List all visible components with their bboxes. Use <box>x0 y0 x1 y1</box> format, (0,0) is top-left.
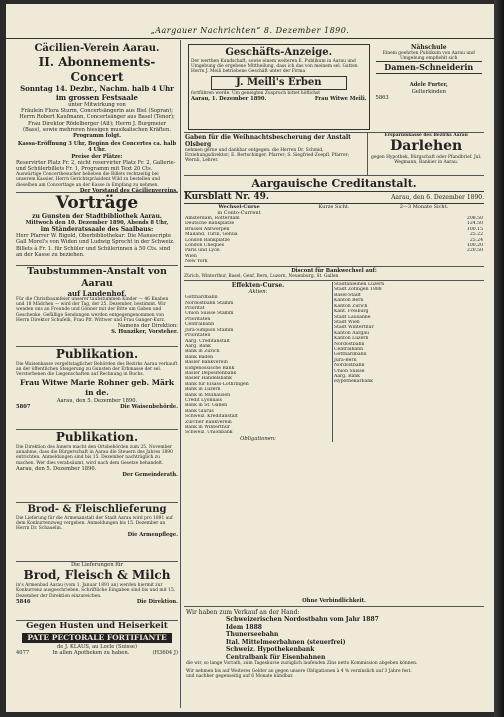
wechsel-place: Amsterdam, Rotterdam <box>185 216 240 221</box>
effekten-name: Hypothekarbank <box>334 379 373 385</box>
vortraege-text: Herr Pfarrer W. Bigold, Oberbibliothekar: Die Manuscripte Gall Morel's von Widen und Ludwig Sprecht in der Schweiz. <box>16 233 175 246</box>
naeh-ad <box>374 42 484 132</box>
effekten-name: Kanton Bern <box>334 298 364 304</box>
wechsel-col <box>184 204 294 216</box>
naeh-place: Gelterkinden <box>411 88 446 95</box>
wechsel-currency: in Conto-Current <box>217 210 261 216</box>
milch-footer <box>16 599 178 605</box>
concert-place: im grossen Festsaale <box>56 93 138 102</box>
vortraege-tickets: Billets à Fr. 1. für Schüler und Schülerinnen à 50 Cts. sind an der Kasse zu beziehen. <box>16 245 171 258</box>
effekten-name: Bank in St. Gallen <box>185 403 228 409</box>
effekten-name: Aarg. Creditanstalt <box>185 338 230 344</box>
publikation-1 <box>16 347 178 430</box>
effekten-name: Prioritäten <box>185 316 211 322</box>
wechsel-place: Deutsche Bankplätze <box>185 221 235 227</box>
effekten-name: Bank Glarus <box>185 408 214 414</box>
milch-text: in's Armenbad Aarau (vom 1. Januar 1891 an) werden hiermit zur Konkurrenz ausgeschrieben. Schriftliche Eingaben sind bis und mit 15. Dezember der Direktion einzureichen. <box>16 583 176 599</box>
bonds-label: Obligationen: <box>240 435 276 442</box>
concert-prices: Reservirter Platz Fr. 2, nicht reservirter Platz Fr. 2, Gallerie- und Schülerbillets Fr. 1, Programm mit Text 20 Cts. <box>16 159 176 173</box>
effekten-name: Jura-Simplon Stamm <box>185 327 234 333</box>
effekten-name: Centralbahn <box>334 346 364 352</box>
verkauf-intro: Wir haben zum Verkauf an der Hand: <box>186 609 300 616</box>
effekten-name: Schweiz. Unionbank <box>185 430 233 436</box>
geschaeft-sign: Frau Witwe Meili. <box>314 95 367 102</box>
vortraege-title: Vorträge <box>55 193 139 213</box>
concert-price-heading: Preise der Plätze: <box>71 153 123 160</box>
effekten-name: Nordostbahn <box>334 363 365 369</box>
taubstummen-sign2: S. Hunziker, Vorsteher. <box>111 329 178 336</box>
milch-sign: Die Direktion. <box>136 598 178 605</box>
husten-maker: de J. KLAUS, au Locle (Suisse) <box>56 644 138 650</box>
effekten-name: Kant. Freiburg <box>334 309 369 315</box>
concert-sign: Der Vorstand des Cäcilienvereins. <box>79 187 178 193</box>
effekten-left-table <box>184 295 332 436</box>
geschaeft-text: Der werthen Kundschaft, sowie einem weiteren E. Publikum in Aarau und Umgebung die ergebene Mittheilung, dass ich das von meinem sel. Gatten Herrn J. Meili betriebene Geschäft unter der Firma <box>191 59 358 75</box>
effekten-name: Bank in Luzern <box>185 387 221 393</box>
effekten-name: Kanton Aargau <box>334 330 370 336</box>
taubstummen-text: Für die Christbaumfeier unserer taubstummen Kinder — 46 Knaben und 18 Mädchen — wird der Tag, der 25. Dezember, bestimmt. Wir wenden uns an Freunde und Gönner mit der Bitte um Gaben und Geschenke. Gefällige Sendungen werden entgegengenommen von Herrn Direktor Schufelli, Frau Pfr. Wittwer und Frau Ganger-Kurz. <box>16 297 169 323</box>
husten-where: In allen Apotheken zu haben. <box>52 650 130 657</box>
effekten-name: Bank in Mülhausen <box>185 392 231 398</box>
wechsel-place: London Bankplätze <box>185 237 230 243</box>
effekten-name: Basel-Stadt <box>334 292 361 298</box>
effekten-name: Aarg. Bank <box>185 343 211 349</box>
geschaeft-footer <box>191 96 367 102</box>
bank-kurs-row <box>184 191 484 204</box>
brod-title: Brod- & Fleischlieferung <box>27 504 167 515</box>
milch-ad <box>16 562 178 621</box>
wechsel-place: Paris und Lyon <box>185 248 220 254</box>
milch-no: 5846 <box>16 598 31 605</box>
effekten-name: Jura-Bern <box>334 357 357 363</box>
geschaeft-title: Geschäfts-Anzeige. <box>225 47 333 58</box>
newspaper-page <box>6 4 494 712</box>
second-ads-row <box>184 133 484 176</box>
drei-col: 2—3 Monate Sicht. <box>399 204 449 210</box>
wechsel-value: 124.50 <box>466 221 483 227</box>
effekten-name: Eidgenössische Bank <box>185 365 235 371</box>
geschaeft-firm: J. Meili's Erben <box>211 76 347 90</box>
effekten-name: Zürcher Bankverein <box>185 419 232 425</box>
effekten-name: Bank in Winterthur <box>185 425 230 431</box>
vortraege-sub: zu Gunsten der Stadtbibliothek Aarau. <box>32 213 162 220</box>
effekten-name: Stadtanleihen Luzern <box>334 282 385 288</box>
effekten-name: Gotthardbahn <box>334 352 367 358</box>
concert-title: II. Abonnements-Concert <box>38 55 156 84</box>
effekten-name: Centralbahn <box>185 322 215 328</box>
publikation-2 <box>16 430 178 503</box>
husten-no: 4077 <box>16 650 30 657</box>
naeh-title: Nähschule <box>410 44 447 51</box>
effekten-name: Gotthardbahn <box>185 295 218 301</box>
page-header: „Aargauer Nachrichten“ 8. Dezember 1890. <box>6 26 494 39</box>
verkauf-item: Schweizerischen Nordostbahn vom Jahr 1887 <box>226 616 379 623</box>
wechsel-value: 25.22 <box>469 232 483 238</box>
geschaeft-date: Aarau, 1. Dezember 1890. <box>191 95 267 102</box>
aktien-label: Aktien: <box>248 289 268 296</box>
effekten-name: Kanton Zürich <box>334 303 368 309</box>
brod-ad <box>16 503 178 562</box>
wechsel-table <box>184 216 484 265</box>
taubstummen-ad <box>16 266 178 347</box>
husten-title: Gegen Husten und Heiserkeit <box>26 621 168 631</box>
verkauf-ad <box>184 607 484 708</box>
wechsel-place: New York <box>185 259 208 265</box>
effekten-name: Credit Lyonnais <box>185 397 222 403</box>
concert-kassa: Kassa-Eröffnung 3 Uhr, Beginn des Concertes ca. halb 4 Uhr. <box>17 141 177 154</box>
effekten-name: Basler Handelsbank <box>185 376 232 382</box>
concert-date: Sonntag 14. Dezbr., Nachm. halb 4 Uhr <box>20 84 174 93</box>
wechsel-value: 25.24 <box>469 237 483 243</box>
effekten-name: Kanton Luzern <box>334 336 369 342</box>
husten-ad <box>16 621 178 671</box>
wechsel-place: London Cheques <box>185 243 225 249</box>
left-column <box>16 42 178 708</box>
effekten-name: Nordostbahn <box>334 341 365 347</box>
gaben-text: nehmen gerne und dankbar entgegen: die Herren Dr. Schmid, Erziehungsdirektor; E. Bertschinger, Pfarrer; S. Siegfried-Zoepfl, Pfarrer; Wernli, Lehrer. <box>185 148 350 164</box>
top-ads-row <box>184 42 484 133</box>
milch-title: Brod, Fleisch & Milch <box>23 568 171 583</box>
effekten-name: Stadt Lausanne <box>334 314 371 320</box>
effekten-name: Schweiz. Kreditanstalt <box>185 414 238 420</box>
husten-code: (H3604 J) <box>152 650 178 657</box>
vortraege-where: im Ständeratssaale des Saalbaus: <box>40 226 154 234</box>
kurze-col: Kurze Sicht. <box>318 204 350 210</box>
darlehen-title: Darlehen <box>390 138 463 155</box>
verkauf-item: Centralbank für Eisenbahnen <box>226 653 326 661</box>
verkauf-text2: Wir nehmen bis auf Weiteres Gelder an gegen unsere Obligationen à 4 % verzinslich auf 3 Jahre fest. <box>186 669 412 675</box>
effekten-right-table <box>333 282 483 385</box>
wechsel-place: Wien <box>185 253 197 259</box>
effekten-title: Effekten-Curse. <box>231 282 285 290</box>
concert-program: Programm folgt. <box>72 133 122 140</box>
verkauf-item: Ital. Mittelmeerbahnen (steuerfrei) <box>226 638 346 646</box>
bank-disc: Discont für Bankwechsel auf: <box>291 267 377 274</box>
effekten-name: Union Suisse <box>334 368 365 374</box>
effekten-name: Nordostbahn Stamm <box>185 300 234 306</box>
effekten-name: Bank in Zürich <box>185 349 220 355</box>
effekten-name: Stadt Winterthur <box>334 325 374 331</box>
wechsel-place: Brüssel Antwerpen <box>185 226 230 232</box>
creditanstalt <box>184 176 484 607</box>
publ2-org: Der Gemeinderath. <box>122 472 178 479</box>
geschaeft-text2: fortführen werde. Um geneigten Zuspruch bittet höflichst <box>191 90 321 96</box>
effekten-name: Bank Baden <box>185 354 214 360</box>
verkauf-text3: und nachher gegenseitig auf 6 Monate kündbar. <box>186 674 294 680</box>
geschaeft-ad <box>188 44 370 130</box>
publ2-date: Aarau, den 5. Dezember 1890. <box>16 465 97 472</box>
bank-none: Ohne Verbindlichkeit. <box>302 597 366 604</box>
publ1-no: 5807 <box>16 403 31 410</box>
naeh-sign: Adele Furter, <box>409 82 448 89</box>
vortraege-ad <box>16 193 178 266</box>
husten-footer <box>16 650 178 656</box>
bank-disc2: Zürich, Winterthur, Basel, Genf, Bern, Luzern, Neuenburg, St. Gallen <box>184 273 339 279</box>
verkauf-text: die wir, so lange Vorrath, zum Tageskurse zuzüglich laufenden Zins netto Kommission abgeben können. <box>186 661 418 666</box>
verkauf-item: Thunerseebahn <box>226 631 279 638</box>
effekten-right <box>333 282 483 442</box>
concert-performer-2: Herrn Robert Kaufmann, Concertsänger aus Basel (Tenor); <box>19 114 175 121</box>
darlehen-pre: Ersparniskasse des Bezirks Aarau <box>384 133 468 138</box>
darlehen-ad <box>367 133 484 175</box>
effekten-name: Basler Bankverein <box>185 360 228 366</box>
naeh-head: Damen-Schneiderin <box>376 61 482 74</box>
effekten-name: Aarg. Bank <box>334 373 360 379</box>
vortraege-when: Mittwoch den 10. Dezember 1890, Abends 8 Uhr, <box>25 220 169 226</box>
effekten-name: Priorität <box>185 306 205 312</box>
publ1-text: Die Waisenkasse vergeltstaglicher Behörden des Bezirks Aarau verkauft an der öffentlichen Steigerung zu Gunsten der Erbmasse der sel. Verstorbenen die Liegenschaften auf Rechnung in Buchs. <box>16 362 178 378</box>
concert-note: Auswärtige Concertbesucher belieben die Billets rechtzeitig bei unserem Kassier, Herrn Gerichtspräsident Wild zu bestellen und dieselben am Concerttage an der Kasse in Empfang zu nehmen. <box>16 172 161 188</box>
publ1-footer <box>16 404 178 410</box>
publ2-title: Publikation. <box>55 430 139 444</box>
wechsel-value: 100.20 <box>466 243 483 249</box>
effekten-name: Prioritäten <box>185 333 211 339</box>
darlehen-text: gegen Hypothek, Bürgschaft oder Pfandbrief. Jul. Wegmann, Bankier in Aarau. <box>371 155 482 166</box>
effekten-area <box>184 282 484 442</box>
wechsel-value: 100.15 <box>466 226 483 232</box>
wechsel-title: Wechsel-Curse <box>218 204 260 210</box>
wechsel-value <box>411 259 484 264</box>
bank-title: Aargauische Creditanstalt. <box>251 177 417 190</box>
effekten-name: Basler Depositenbank <box>185 370 237 376</box>
wechsel-value: 208.50 <box>466 216 483 221</box>
wechsel-head <box>184 204 484 216</box>
bank-kurs: Kursblatt Nr. 49. <box>184 192 270 202</box>
husten-pate: PATE PECTORALE FORTIFIANTE <box>22 633 172 643</box>
right-column <box>184 42 484 708</box>
effekten-row <box>333 379 483 384</box>
taubstummen-sign: Namens der Direktion: <box>117 323 178 330</box>
column-divider <box>180 40 181 708</box>
effekten-name: Stadt Zofingen 1888 <box>334 287 382 293</box>
concert-org: Cäcilien-Verein Aarau. <box>34 43 160 54</box>
wechsel-place: Mailand, Turin, Genua <box>185 232 238 238</box>
publ1-name: Frau Witwe Marie Rohner geb. Märk in de. <box>19 377 175 397</box>
effekten-left <box>184 282 333 442</box>
book-spine <box>494 0 504 717</box>
publ1-org: Die Waisenbehörde. <box>120 403 178 410</box>
wechsel-value: 220.50 <box>466 248 483 254</box>
taubstummen-title: Taubstummen-Anstalt von Aarau <box>27 266 167 289</box>
taubstummen-sub: auf Landenhof. <box>67 289 127 298</box>
gaben-title: Gaben für die Weihnachtsbescherung der Anstalt Olsberg <box>185 134 351 148</box>
concert-performer-1: Fräulein Flora Sturm, Concertsängerin aus Biel (Sopran); <box>20 108 174 115</box>
effekten-name: Bank für Elsass-Lothringen <box>185 381 249 387</box>
publ2-text: Die Direktion des Innern macht den Ortsbehörden zum 25. November annahme, dass die Bürgerschaft in Aarau die Steuern des Jahres 1890 entrichten. Anmeldungen sind bis 15. Dezember nachträglich zu machen. Wer dies verabsäumt, wird nach dem Gesetze behandelt. <box>16 445 173 466</box>
brod-sign: Die Armenpflege. <box>127 531 178 538</box>
concert-ad <box>16 42 178 193</box>
milch-pre: Die Lieferungen für <box>71 562 123 568</box>
bank-date: Aarau, den 6. Dezember 1890. <box>391 194 484 201</box>
publ1-date: Aarau, den 5. Dezember 1890. <box>56 397 138 404</box>
publ1-title: Publikation. <box>55 347 139 361</box>
concert-performer-4: (Bass), sowie mehreren hiesigen musikalischen Kräften. <box>23 126 171 133</box>
effekten-name: Stadt Wien <box>334 319 360 325</box>
effekten-name: Union Suisse Stamm <box>185 311 234 317</box>
concert-performer-3: Frau Direktor Rödelberger (Alt); Herrn J. Burgmeier <box>27 120 167 127</box>
naeh-text: Einem geehrten Publikum von Aarau und Umgebung empfiehlt sich <box>382 51 475 62</box>
concert-assist: unter Mitwirkung von <box>68 102 126 108</box>
brod-text: Die Lieferung für die Armenanstalt der Stadt Aarau wird pro 1891 auf dem Konkurrenzweg vergeben. Anmeldungen bis 15. Dezember an Herrn Dr. Schauelin. <box>16 516 173 532</box>
verkauf-item: Idem 1888 <box>226 623 262 631</box>
naeh-no: 5863 <box>375 94 389 101</box>
verkauf-item: Schweiz. Hypothekenbank <box>226 646 315 653</box>
wechsel-row <box>184 259 484 264</box>
verkauf-list <box>186 616 482 661</box>
gaben-ad <box>184 133 367 175</box>
